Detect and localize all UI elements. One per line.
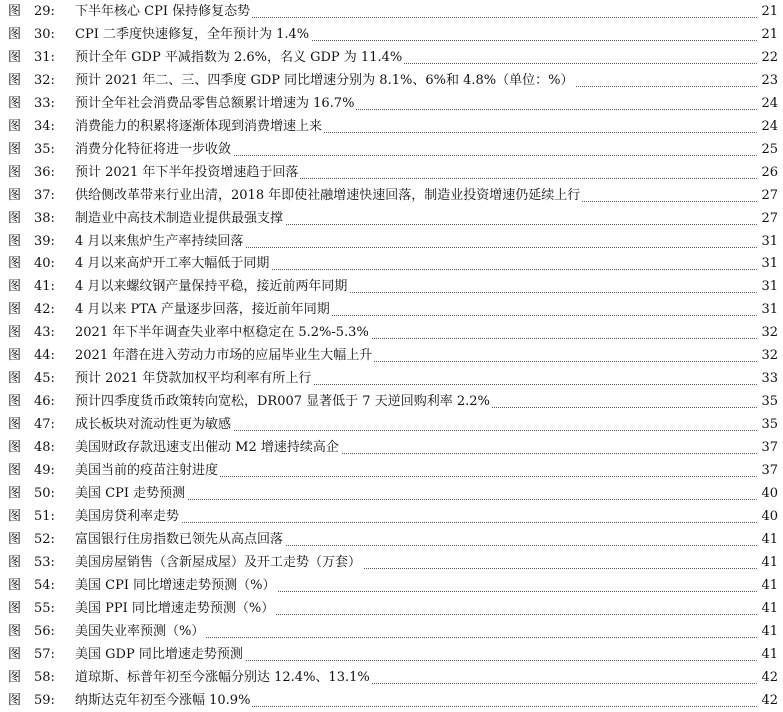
toc-entry[interactable]: [0, 184, 783, 207]
figure-number: 31:: [34, 49, 55, 65]
toc-entry[interactable]: [0, 275, 783, 298]
page-number: 21: [759, 23, 778, 46]
figure-label: 图: [8, 554, 22, 570]
toc-entry[interactable]: [0, 344, 783, 367]
figure-number: 39:: [34, 233, 55, 249]
figure-title: 预计全年社会消费品零售总额累计增速为 16.7%: [75, 92, 356, 115]
figure-title: CPI 二季度快速修复，全年预计为 1.4%: [75, 23, 311, 46]
figure-title: 美国财政存款迅速支出催动 M2 增速持续高企: [75, 436, 341, 459]
figure-label: 图: [8, 256, 22, 272]
figure-number: 50:: [34, 485, 55, 501]
figure-number: 48:: [34, 440, 55, 456]
figure-number: 56:: [34, 623, 55, 639]
figure-number: 51:: [34, 508, 55, 524]
figure-title: 消费能力的积累将逐渐体现到消费增速上来: [75, 115, 324, 138]
figure-number: 54:: [34, 577, 55, 593]
toc-entry[interactable]: [0, 252, 783, 275]
page-number: 31: [759, 230, 778, 253]
figure-title: 预计四季度货币政策转向宽松，DR007 显著低于 7 天逆回购利率 2.2%: [75, 390, 492, 413]
figure-number: 43:: [34, 325, 55, 341]
figure-label: 图: [8, 26, 22, 42]
toc-entry[interactable]: [0, 46, 783, 69]
page-number: 33: [759, 367, 778, 390]
figure-label: 图: [8, 371, 22, 387]
toc-entry[interactable]: [0, 436, 783, 459]
toc-entry[interactable]: [0, 161, 783, 184]
page-number: 22: [759, 46, 778, 69]
figure-label: 图: [8, 187, 22, 203]
page-number: 32: [759, 321, 778, 344]
page-number: 31: [759, 275, 778, 298]
figure-number: 53:: [34, 554, 55, 570]
figure-number: 38:: [34, 210, 55, 226]
toc-entry[interactable]: [0, 505, 783, 528]
figure-number: 37:: [34, 187, 55, 203]
toc-entry[interactable]: [0, 620, 783, 643]
page-number: 31: [759, 252, 778, 275]
page-number: 41: [759, 574, 778, 597]
figure-title: 美国 GDP 同比增速走势预测: [75, 643, 245, 666]
page-number: 35: [759, 390, 778, 413]
figure-number: 35:: [34, 141, 55, 157]
page-number: 37: [759, 459, 778, 482]
figure-number: 46:: [34, 394, 55, 410]
figure-label: 图: [8, 417, 22, 433]
figure-title: 4 月以来 PTA 产量逐步回落，接近前年同期: [75, 298, 332, 321]
toc-entry[interactable]: [0, 298, 783, 321]
page-number: 25: [759, 138, 778, 161]
figure-label: 图: [8, 440, 22, 456]
figure-number: 55:: [34, 600, 55, 616]
page-number: 40: [759, 505, 778, 528]
figure-title: 4 月以来螺纹钢产量保持平稳，接近前两年同期: [75, 275, 349, 298]
toc-entry[interactable]: [0, 689, 783, 712]
figure-label: 图: [8, 72, 22, 88]
page-number: 41: [759, 551, 778, 574]
figure-label: 图: [8, 669, 22, 685]
figure-title: 美国 CPI 同比增速走势预测（%）: [75, 574, 277, 597]
figure-title: 预计 2021 年二、三、四季度 GDP 同比增速分别为 8.1%、6%和 4.8%（单位：%）: [75, 69, 575, 92]
figure-number: 45:: [34, 371, 55, 387]
figure-title: 成长板块对流动性更为敏感: [75, 413, 233, 436]
toc-entry[interactable]: [0, 413, 783, 436]
figure-label: 图: [8, 600, 22, 616]
page-number: 41: [759, 597, 778, 620]
figure-number: 58:: [34, 669, 55, 685]
figure-title: 下半年核心 CPI 保持修复态势: [75, 0, 252, 23]
toc-entry[interactable]: [0, 666, 783, 689]
page-number: 41: [759, 620, 778, 643]
figure-title: 美国房屋销售（含新屋成屋）及开工走势（万套）: [75, 551, 363, 574]
figure-title: 道琼斯、标普年初至今涨幅分别达 12.4%、13.1%: [75, 666, 372, 689]
figure-title: 预计 2021 年下半年投资增速趋于回落: [75, 161, 300, 184]
figure-title: 预计 2021 年贷款加权平均利率有所上行: [75, 367, 313, 390]
figure-number: 41:: [34, 279, 55, 295]
figure-label: 图: [8, 210, 22, 226]
figure-label: 图: [8, 463, 22, 478]
page-number: 27: [759, 184, 778, 207]
toc-entry[interactable]: [0, 643, 783, 666]
figure-number: 42:: [34, 302, 55, 318]
toc-entry[interactable]: [0, 115, 783, 138]
page-number: 26: [759, 161, 778, 184]
figure-number: 57:: [34, 646, 55, 662]
figure-title: 供给侧改革带来行业出清，2018 年即使社融增速快速回落，制造业投资增速仍延续上行: [75, 184, 582, 207]
figure-number: 34:: [34, 118, 55, 134]
toc-entry[interactable]: [0, 551, 783, 574]
figure-label: 图: [8, 233, 22, 249]
page-number: 41: [759, 528, 778, 551]
figure-title: 纳斯达克年初至今涨幅 10.9%: [75, 689, 252, 712]
figure-number: 29:: [34, 4, 55, 19]
toc-entry[interactable]: [0, 482, 783, 505]
figure-label: 图: [8, 141, 22, 157]
toc-entry[interactable]: [0, 390, 783, 413]
figure-number: 47:: [34, 417, 55, 433]
toc-entry[interactable]: [0, 207, 783, 230]
page-number: 42: [759, 689, 778, 712]
figure-number: 52:: [34, 531, 55, 547]
figure-number: 36:: [34, 164, 55, 180]
figure-title: 美国失业率预测（%）: [75, 620, 206, 643]
toc-entry[interactable]: [0, 92, 783, 115]
page-number: 41: [759, 643, 778, 666]
figure-title: 4 月以来高炉开工率大幅低于同期: [75, 252, 271, 275]
figure-label: 图: [8, 623, 22, 639]
page-number: 24: [759, 115, 778, 138]
figure-label: 图: [8, 95, 22, 111]
figure-title: 2021 年下半年调查失业率中枢稳定在 5.2%-5.3%: [75, 321, 371, 344]
page-number: 40: [759, 482, 778, 505]
toc-entry[interactable]: [0, 0, 783, 23]
figure-number: 59:: [34, 692, 55, 708]
toc-entry[interactable]: [0, 574, 783, 597]
figure-label: 图: [8, 4, 22, 19]
figure-title: 2021 年潜在进入劳动力市场的应届毕业生大幅上升: [75, 344, 374, 367]
figure-title: 富国银行住房指数已领先从高点回落: [75, 528, 285, 551]
figure-label: 图: [8, 394, 22, 410]
figure-label: 图: [8, 279, 22, 295]
figure-label: 图: [8, 531, 22, 547]
page-number: 32: [759, 344, 778, 367]
figure-label: 图: [8, 302, 22, 318]
figure-title: 美国 PPI 同比增速走势预测（%）: [75, 597, 276, 620]
toc-entry[interactable]: [0, 230, 783, 253]
toc-entry[interactable]: [0, 528, 783, 551]
toc-entry[interactable]: [0, 321, 783, 344]
figure-label: 图: [8, 692, 22, 708]
toc-entry[interactable]: [0, 138, 783, 161]
page-number: 37: [759, 436, 778, 459]
page-number: 24: [759, 92, 778, 115]
figure-number: 49:: [34, 463, 55, 478]
figure-number: 33:: [34, 95, 55, 111]
figure-number: 30:: [34, 26, 55, 42]
figure-label: 图: [8, 348, 22, 364]
figure-title: 消费分化特征将进一步收敛: [75, 138, 233, 161]
figure-label: 图: [8, 646, 22, 662]
figure-number: 40:: [34, 256, 55, 272]
figure-title: 预计全年 GDP 平减指数为 2.6%，名义 GDP 为 11.4%: [75, 46, 404, 69]
figure-label: 图: [8, 508, 22, 524]
figure-title: 美国 CPI 走势预测: [75, 482, 187, 505]
figure-title: 4 月以来焦炉生产率持续回落: [75, 230, 245, 253]
page-number: 42: [759, 666, 778, 689]
figure-label: 图: [8, 49, 22, 65]
figure-label: 图: [8, 164, 22, 180]
figure-label: 图: [8, 577, 22, 593]
figure-title: 美国当前的疫苗注射进度: [75, 459, 220, 482]
toc-entry[interactable]: [0, 69, 783, 92]
toc-entry[interactable]: [0, 367, 783, 390]
figure-label: 图: [8, 325, 22, 341]
figure-label: 图: [8, 485, 22, 501]
figure-title: 制造业中高技术制造业提供最强支撑: [75, 207, 285, 230]
toc-entry[interactable]: [0, 23, 783, 46]
figure-title: 美国房贷利率走势: [75, 505, 181, 528]
toc-entry[interactable]: [0, 597, 783, 620]
page-number: 31: [759, 298, 778, 321]
toc-entry[interactable]: [0, 459, 783, 482]
figure-number: 44:: [34, 348, 55, 364]
page-number: 21: [759, 0, 778, 23]
figure-label: 图: [8, 118, 22, 134]
figure-number: 32:: [34, 72, 55, 88]
page-number: 35: [759, 413, 778, 436]
page-number: 23: [759, 69, 778, 92]
page-number: 27: [759, 207, 778, 230]
